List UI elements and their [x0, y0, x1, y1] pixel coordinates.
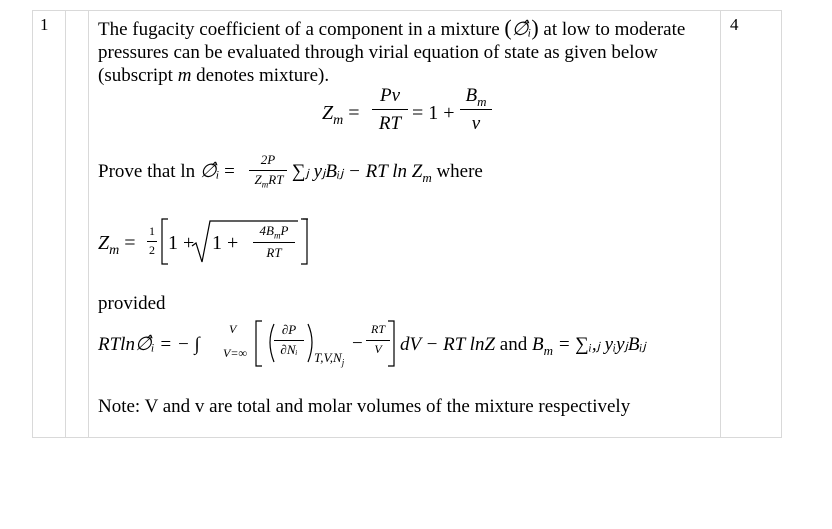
table-right-border — [781, 10, 782, 438]
table-col-divider — [65, 10, 66, 438]
eq2-num: 2P — [260, 152, 276, 167]
eq2-bar — [249, 170, 287, 171]
eq1-den2: v — [471, 113, 481, 134]
eq3-bar — [253, 242, 295, 243]
table-bottom-border — [32, 437, 782, 438]
question-text-line-2: pressures can be evaluated through virial equation of state as given below — [98, 42, 658, 63]
eq1-mid: = 1 + — [412, 102, 455, 124]
eq4-rt-den: V — [374, 342, 382, 356]
eq1-num1: Pv — [379, 85, 401, 106]
eq2-den: $Z_mRT$ — [254, 172, 284, 190]
provided-label: provided — [98, 293, 166, 314]
eq3-den: RT — [266, 245, 282, 260]
eq1-bar2 — [460, 109, 492, 110]
eq4-lhs: RTln∅̂ᵢ = − ∫ — [98, 334, 200, 355]
table-top-border — [32, 10, 782, 11]
eq4-lower-limit: V=∞ — [223, 346, 247, 360]
question-marks: 4 — [730, 15, 739, 34]
eq3-half-num: 1 — [149, 224, 155, 238]
table-col-divider — [88, 10, 89, 438]
eq4-partial-bar — [274, 340, 304, 341]
eq3-lhs: $Z_m$ = — [98, 232, 136, 258]
eq4-partial-num: ∂P — [281, 322, 297, 337]
eq4-minus: − — [352, 333, 363, 354]
eq1-num2: $B_m$ — [465, 85, 487, 109]
prove-prefix: Prove that ln ∅̂ᵢ = — [98, 161, 235, 182]
eq3-half-bar — [147, 241, 157, 242]
table-left-border — [32, 10, 33, 438]
eq4-rt-num: RT — [370, 322, 385, 336]
eq1-den1: RT — [378, 113, 402, 134]
eq4-tail: dV − RT lnZ and $B_m$ = ∑ᵢ,ⱼ yᵢyⱼBᵢⱼ — [400, 334, 646, 358]
eq4-subscript: $T,V,N_j$ — [314, 350, 345, 368]
eq1-lhs: $Z_m$ = — [322, 102, 360, 128]
eq2-tail: ∑ⱼ yⱼBᵢⱼ − RT $\ln Z_m$ where — [292, 161, 483, 185]
eq4-partial-den: ∂Nᵢ — [280, 342, 298, 357]
table-col-divider — [720, 10, 721, 438]
eq4-upper-limit: V — [229, 322, 237, 336]
eq3-num: $4B_mP$ — [259, 223, 289, 241]
eq3-one: 1 + — [168, 232, 195, 254]
question-text-line-1: The fugacity coefficient of a component in a mixture (∅̂ᵢ) at low to moderate — [98, 15, 686, 40]
eq3-inner-one: 1 + — [212, 232, 239, 254]
eq1-bar1 — [372, 109, 408, 110]
question-number: 1 — [40, 15, 49, 34]
eq4-rt-bar — [366, 340, 390, 341]
question-text-line-3: (subscript m denotes mixture). — [98, 65, 330, 86]
eq3-half-den: 2 — [149, 243, 155, 257]
note-text: Note: V and v are total and molar volumes of the mixture respectively — [98, 396, 631, 417]
